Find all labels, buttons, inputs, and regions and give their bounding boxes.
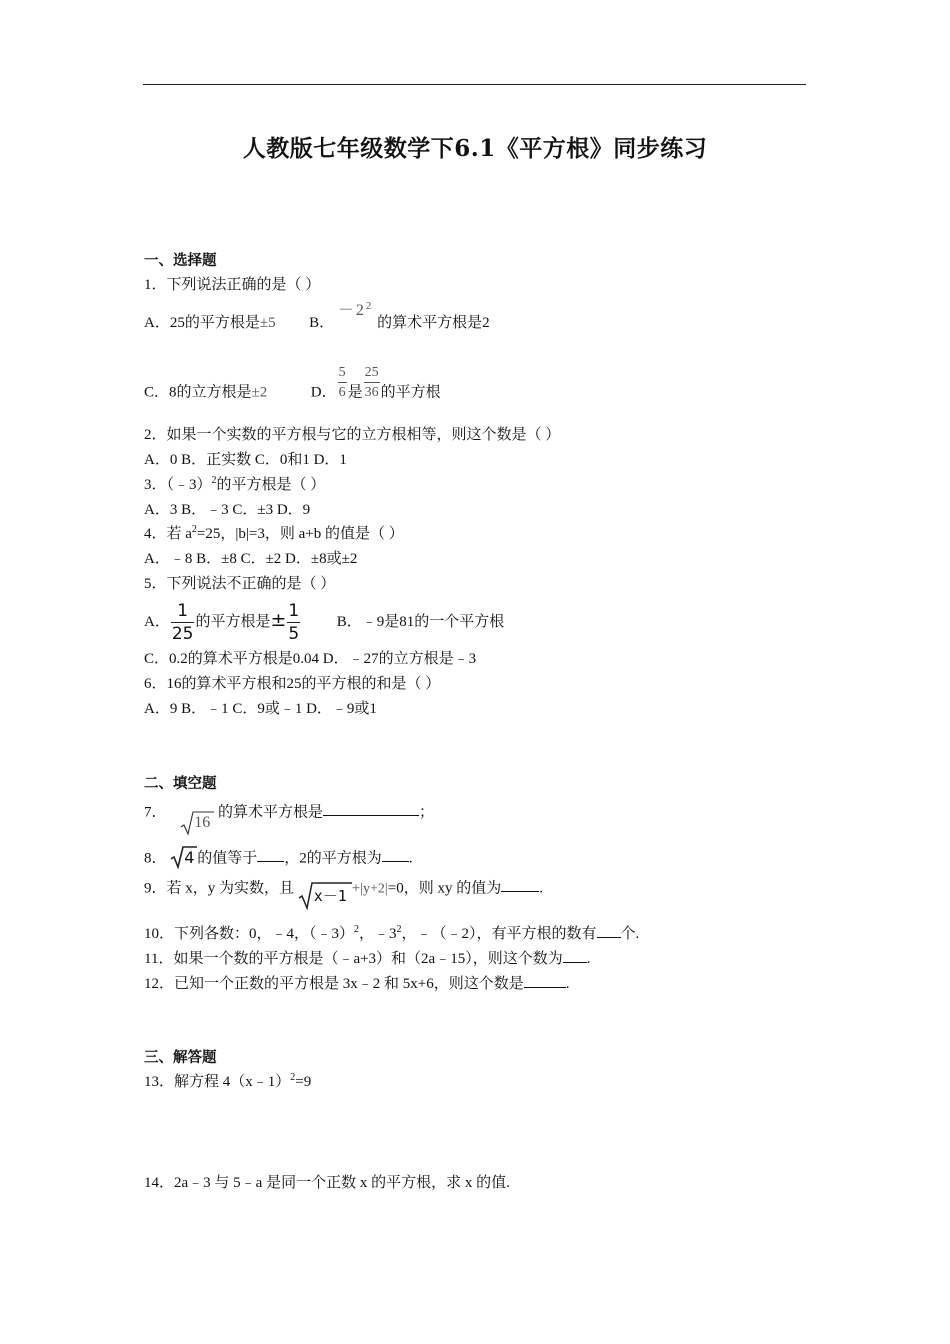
q1-option-d-text: 是 bbox=[347, 384, 363, 401]
q6-options: A．9 B．﹣1 C．9或﹣1 D．﹣9或1 bbox=[144, 701, 377, 717]
q5-option-b: B．﹣9是81的一个平方根 bbox=[336, 614, 505, 630]
q7: 7． 16 的算术平方根是 ； bbox=[144, 800, 434, 826]
q8-answer-blank-2[interactable] bbox=[382, 847, 409, 862]
q1-options-ab bbox=[144, 300, 490, 334]
q12-answer-blank[interactable] bbox=[524, 973, 566, 988]
q3-stem: 3．（﹣3）$^2$的平方根是（ ） bbox=[144, 475, 326, 493]
q5-option-a-fraction: $\frac{1}{25}$ bbox=[171, 600, 194, 644]
q12: 12．已知一个正数的平方根是 3x﹣2 和 5x+6，则这个数是 . bbox=[144, 973, 569, 994]
q5-option-a-fraction-2: $\frac{1}{5}$ bbox=[288, 600, 300, 644]
q1-options-cd bbox=[144, 365, 441, 410]
q7-answer-blank[interactable] bbox=[323, 801, 419, 816]
q1-option-c-value: ±2 bbox=[251, 384, 268, 401]
q14: 14．2a﹣3 与 5﹣a 是同一个正数 x 的平方根，求 x 的值. bbox=[144, 1175, 510, 1191]
header-rule bbox=[143, 84, 806, 85]
section-heading-fill: 二、填空题 bbox=[144, 776, 217, 792]
q9: 9．若 x，y 为实数，且 x－1 +|y+2|=0，则 xy 的值为 . bbox=[144, 874, 543, 904]
q1-option-b-text: 的算术平方根是2 bbox=[377, 315, 490, 331]
q1-stem: 1．下列说法正确的是（ ） bbox=[144, 277, 321, 293]
q5-options-ab bbox=[144, 602, 504, 643]
q1-option-d-label: D． bbox=[310, 384, 337, 401]
q5-options-cd: C．0.2的算术平方根是0.04 D．﹣27的立方根是﹣3 bbox=[144, 651, 477, 667]
q9-sqrt: x－1 bbox=[298, 880, 352, 910]
q5-option-a-label: A． bbox=[144, 614, 170, 630]
q5-stem: 5．下列说法不正确的是（ ） bbox=[144, 576, 336, 592]
q4-options: A．﹣8 B．±8 C．±2 D．±8或±2 bbox=[144, 551, 358, 567]
q10: 10．下列各数：0，﹣4，（﹣3）$^2$，$﹣3^2$，﹣（﹣2），有平方根的数有 个. bbox=[144, 924, 640, 942]
q8-answer-blank-1[interactable] bbox=[257, 847, 284, 862]
q1-option-d-fraction-2: $\frac{25}{36}$ bbox=[364, 365, 379, 400]
q5-option-a-plusminus: ± bbox=[270, 609, 287, 631]
q9-answer-blank[interactable] bbox=[501, 877, 539, 892]
q10-answer-blank[interactable] bbox=[597, 923, 621, 938]
page-title: 人教版七年级数学下6.1《平方根》同步练习 bbox=[242, 135, 708, 162]
q1-option-a: A．25的平方根是 bbox=[144, 315, 260, 331]
q2-stem: 2．如果一个实数的平方根与它的立方根相等，则这个数是（ ） bbox=[144, 427, 561, 443]
q13: 13．解方程 4（x﹣1）$^2$=9 bbox=[144, 1072, 312, 1090]
q8: 8． 4 的值等于 ，2的平方根为 . bbox=[144, 847, 413, 871]
q4-stem: 4．若 $a^2=25$，|b|=3，则 a+b 的值是（ ） bbox=[144, 524, 404, 542]
q3-options: A．3 B．﹣3 C．±3 D．9 bbox=[144, 502, 311, 518]
q1-option-c: C．8的立方根是 bbox=[144, 384, 252, 401]
q5-option-a-text: 的平方根是 bbox=[195, 614, 271, 630]
q1-option-d-fraction-1: $\frac{5}{6}$ bbox=[338, 365, 346, 400]
q1-option-a-value: ±5 bbox=[259, 315, 276, 331]
q1-option-b-label: B． bbox=[309, 315, 335, 331]
q2-options: A．0 B．正实数 C．0和1 D．1 bbox=[144, 452, 347, 468]
section-heading-choice: 一、选择题 bbox=[144, 253, 217, 269]
q7-sqrt: 16 bbox=[180, 810, 214, 836]
q11-answer-blank[interactable] bbox=[563, 948, 587, 963]
q1-option-d-tail: 的平方根 bbox=[380, 384, 441, 401]
q1-option-b-expr: $-2^2$ bbox=[337, 300, 374, 319]
q8-sqrt: 4 bbox=[170, 845, 197, 869]
q6-stem: 6．16的算术平方根和25的平方根的和是（ ） bbox=[144, 676, 441, 692]
section-heading-solve: 三、解答题 bbox=[144, 1050, 217, 1066]
q11: 11．如果一个数的平方根是（﹣a+3）和（2a﹣15），则这个数为 . bbox=[144, 948, 590, 969]
